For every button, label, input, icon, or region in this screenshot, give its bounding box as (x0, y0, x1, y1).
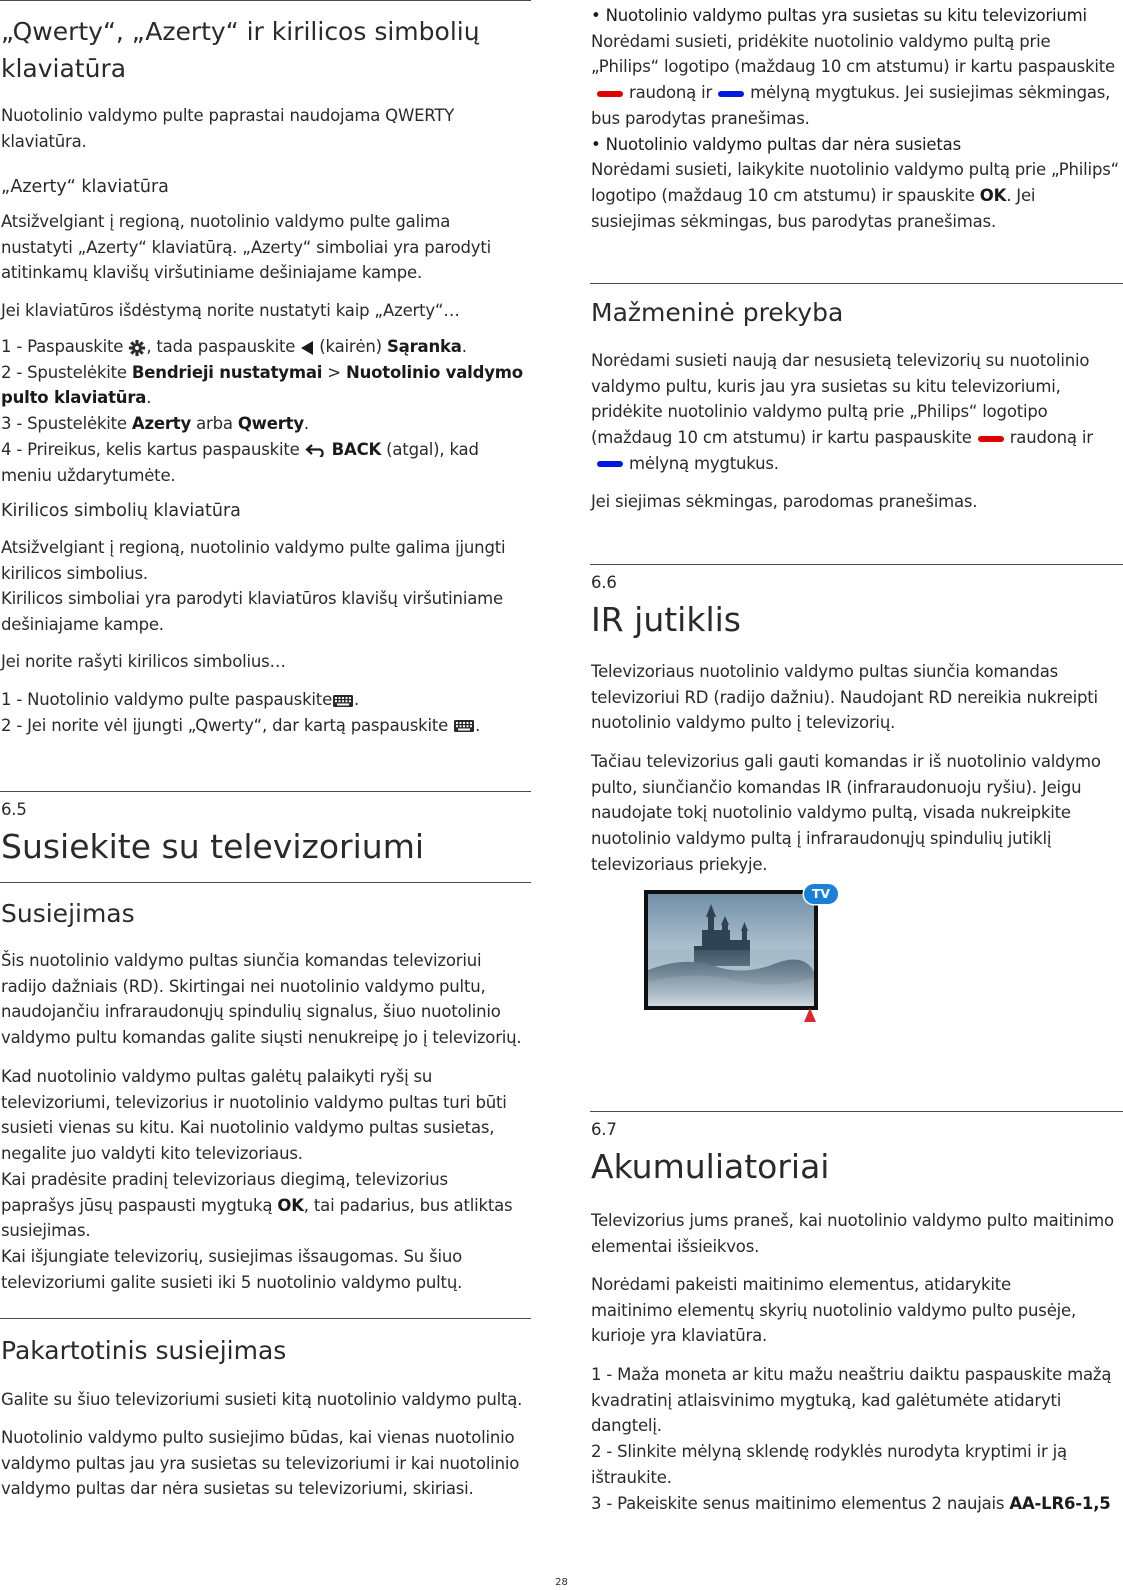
step-3: 3 - Spustelėkite Azerty arba Qwerty. (1, 414, 309, 434)
cyrillic-heading: Kirilicos simbolių klaviatūra (1, 501, 241, 521)
tv-ir-sensor-illustration (644, 890, 834, 1040)
azerty-intro-line: Jei klaviatūros išdėstymą norite nustatyti kaip „Azerty“… (1, 301, 460, 320)
section-6-6-number: 6.6 (591, 573, 617, 592)
step-4: 4 - Prireikus, kelis kartus paspauskite BACK (atgal), kad meniu uždarytumėte. (1, 439, 479, 485)
tv-badge: TV (804, 884, 838, 904)
keyboard-title: „Qwerty“, „Azerty“ ir kirilicos simbolių klaviatūra (1, 17, 480, 83)
pairing-text-4: Kai išjungiate televizorių, susiejimas išsaugomas. Su šiuo televizoriumi galite susieti iki 5 nuotolinio valdymo pultų. (1, 1246, 463, 1292)
battery-paragraph-2: Norėdami pakeisti maitinimo elementus, atidarykite maitinimo elementų skyrių nuotolinio valdymo pulto pusėje, kurioje yra klaviatūra. (591, 1275, 1077, 1346)
bullet-2-title: • Nuotolinio valdymo pultas dar nėra susietas (591, 134, 961, 154)
ir-paragraph-1: Televizoriaus nuotolinio valdymo pultas siunčia komandas televizoriui RD (radijo dažniu). Naudojant RD nereikia nukreipti nuotolinio valdymo pulto į televizorių. (591, 662, 1098, 733)
section-6-5-rule (0, 791, 531, 792)
pairing-paragraph-2 (1, 1064, 526, 1295)
section-6-6-title: IR jutiklis (591, 600, 741, 639)
red-button-icon (597, 91, 623, 97)
pairing-text-2: Kad nuotolinio valdymo pultas galėtų palaikyti ryšį su televizoriumi, televizorius ir nuotolinio valdymo pultas turi būti susieti vienas su kitu. Kai nuotolinio valdymo pultas susietas, negalite juo valdyti kito televizoriaus. (1, 1067, 507, 1164)
top-rule (0, 0, 531, 1)
pairing-paragraph-1: Šis nuotolinio valdymo pultas siunčia komandas televizoriui radijo dažniais (RD). Skirtingai nei nuotolinio valdymo pultu, naudojančiu infraraudonųjų spindulių signalus, šiuo nuotolinio valdymo pultu komandas galite siųsti nenukreipę jo į televizorių. (1, 951, 522, 1048)
blue-button-icon (597, 461, 623, 467)
back-icon (305, 443, 327, 457)
battery-steps (591, 1362, 1123, 1516)
pairing-text-3: Kai pradėsite pradinį televizoriaus diegimą, televizorius paprašys jūsų paspausti mygtuką OK, tai padarius, bus atliktas susiejimas. (1, 1169, 513, 1241)
section-6-7-rule (590, 1111, 1123, 1112)
cyrillic-intro-line: Jei norite rašyti kirilicos simbolius… (1, 652, 286, 671)
settings-gear-icon (128, 339, 146, 357)
cyrillic-step-1: 1 - Nuotolinio valdymo pulte paspauskite . (1, 690, 360, 709)
retail-rule (590, 283, 1123, 284)
azerty-paragraph: Atsižvelgiant į regioną, nuotolinio valdymo pulte galima nustatyti „Azerty“ klaviatūrą. „Azerty“ simboliai yra parodyti atitinkamų klavišų viršutiniame dešiniajame kampe. (1, 212, 492, 283)
battery-paragraph-1: Televizorius jums praneš, kai nuotolinio valdymo pulto maitinimo elementai išsieikvos. (591, 1211, 1114, 1256)
cyrillic-text (1, 535, 526, 638)
ir-sensor-arrow-icon (804, 1008, 816, 1022)
bullet-1-text: Norėdami susieti, pridėkite nuotolinio valdymo pultą prie „Philips“ logotipo (maždaug 10 cm atstumu) ir kartu paspauskiteraudoną ir mėlyną mygtukus. Jei susiejimas sėkmingas, bus parodytas pranešimas. (591, 31, 1116, 128)
retail-paragraph-2: Jei siejimas sėkmingas, parodomas pranešimas. (591, 492, 978, 511)
bullets-block (591, 3, 1121, 234)
section-6-7-number: 6.7 (591, 1120, 617, 1139)
pairing-rule (0, 882, 531, 883)
tv-illustration (644, 886, 834, 1040)
keyboard-icon (453, 719, 475, 733)
repair-paragraph-1: Galite su šiuo televizoriumi susieti kitą nuotolinio valdymo pultą. (1, 1390, 523, 1409)
bullet-1-title: • Nuotolinio valdymo pultas yra susietas su kitu televizoriumi (591, 6, 1087, 25)
cyrillic-step-2: 2 - Jei norite vėl įjungti „Qwerty“, dar kartą paspauskite . (1, 715, 481, 735)
section-6-5-title: Susiekite su televizoriumi (1, 827, 425, 866)
cyrillic-paragraph-1: Atsižvelgiant į regioną, nuotolinio valdymo pulte galima įjungti kirilicos simbolius. (1, 538, 506, 583)
repair-rule (0, 1318, 531, 1319)
retail-paragraph-1: Norėdami susieti naują dar nesusietą televizorių su nuotolinio valdymo pultu, kuris jau yra susietas su kitu televizoriumi, pridėkite nuotolinio valdymo pultą prie „Philips“ logotipo (maždaug 10 cm atstumu) ir kartu paspauskite raudoną irmėlyną mygtukus. (591, 351, 1093, 473)
step-1: 1 - Paspauskite , tada paspauskite (kairėn) Sąranka. (1, 337, 467, 356)
blue-button-icon (718, 91, 744, 97)
left-arrow-icon (300, 340, 314, 356)
repair-paragraph-2: Nuotolinio valdymo pulto susiejimo būdas, kai vienas nuotolinio valdymo pultas jau yra susietas su televizoriumi ir kai nuotolinio valdymo pultas dar nėra susietas su televizoriumi, skiriasi. (1, 1428, 520, 1499)
battery-step-2: 2 - Slinkite mėlyną sklendę rodyklės nurodyta kryptimi ir ją ištraukite. (591, 1442, 1067, 1487)
keyboard-icon (332, 694, 354, 708)
retail-heading: Mažmeninė prekyba (591, 298, 844, 327)
azerty-heading: „Azerty“ klaviatūra (1, 177, 169, 197)
section-6-7-title: Akumuliatoriai (591, 1147, 830, 1186)
pairing-heading: Susiejimas (1, 899, 135, 928)
keyboard-intro: Nuotolinio valdymo pulte paprastai naudojama QWERTY klaviatūra. (1, 106, 455, 151)
section-6-5-number: 6.5 (1, 800, 27, 819)
battery-step-1: 1 - Maža moneta ar kitu mažu neaštriu daiktu paspauskite mažą kvadratinį atlaisvinimo mygtuką, kad galėtumėte atidaryti dangtelį. (591, 1365, 1112, 1436)
battery-step-3: 3 - Pakeiskite senus maitinimo elementus 2 naujais AA-LR6-1,5 (591, 1493, 1111, 1513)
repair-heading: Pakartotinis susiejimas (1, 1336, 287, 1365)
cyrillic-steps (1, 687, 526, 738)
step-2: 2 - Spustelėkite Bendrieji nustatymai > Nuotolinio valdymo pulto klaviatūra. (1, 362, 523, 408)
bullet-2-text: Norėdami susieti, laikykite nuotolinio valdymo pultą prie „Philips“ logotipo (maždaug 10 cm atstumu) ir spauskite OK. Jei susiejimas sėkmingas, bus parodytas pranešimas. (591, 160, 1119, 231)
page-number: 28 (555, 1577, 568, 1588)
azerty-steps (1, 334, 526, 488)
red-button-icon (978, 436, 1004, 442)
ir-paragraph-2: Tačiau televizorius gali gauti komandas ir iš nuotolinio valdymo pulto, siunčiančio komandas IR (infraraudonuoju ryšiu). Jeigu naudojate tokį nuotolinio valdymo pultą, visada nukreipkite nuotolinio valdymo pultą į infraraudonųjų spindulių jutiklį televizoriaus priekyje. (591, 752, 1101, 874)
section-6-6-rule (590, 564, 1123, 565)
cyrillic-paragraph-2: Kirilicos simboliai yra parodyti klaviatūros klavišų viršutiniame dešiniajame kampe. (1, 589, 503, 635)
